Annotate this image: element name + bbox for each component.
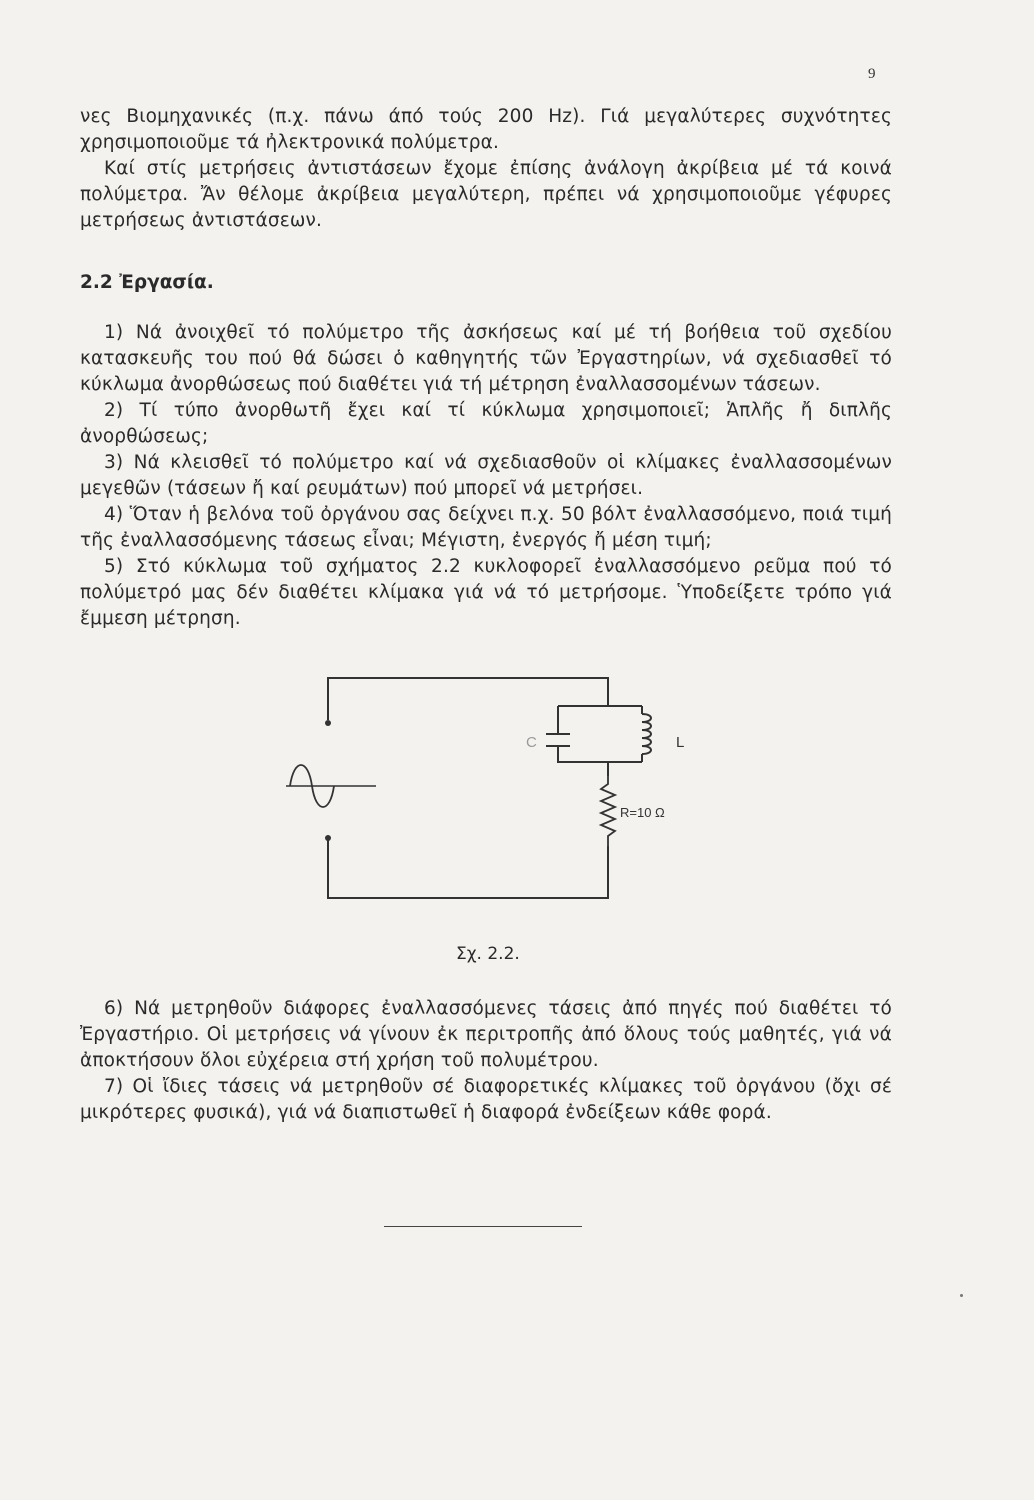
task-item: 3) Νά κλεισθεῖ τό πολύμετρο καί νά σχεδιασθοῦν οἱ κλίμακες ἐναλλασσομένων μεγεθῶν (τάσεων ἤ καί ρευμάτων) πού μπορεῖ νά μετρήσει. — [80, 452, 892, 499]
circuit-diagram — [270, 668, 690, 908]
circuit-wire-top — [328, 678, 608, 720]
intro-paragraph: Καί στίς μετρήσεις ἀντιστάσεων ἔχομε ἐπίσης ἀνάλογη ἀκρίβεια μέ τά κοινά πολύμετρα. Ἄν θέλομε ἀκρίβεια μεγαλύτερη, πρέπει νά χρησιμοποιοῦμε γέφυρες μετρήσεως ἀντιστάσεων. — [80, 158, 892, 231]
lc-tank-frame — [558, 706, 642, 776]
terminal-top — [325, 720, 331, 726]
inductor-label: L — [676, 734, 685, 751]
figure-caption: Σχ. 2.2. — [456, 944, 520, 964]
footer-rule — [384, 1226, 582, 1227]
paper-speck — [960, 1294, 963, 1297]
resistor-zigzag — [601, 776, 615, 846]
section-heading: 2.2 Ἐργασία. — [80, 272, 214, 293]
task-item: 7) Οἱ ἴδιες τάσεις νά μετρηθοῦν σέ διαφορετικές κλίμακες τοῦ ὀργάνου (ὄχι σέ μικρότερες φυσικά), γιά νά διαπιστωθεῖ ἡ διαφορά ἐνδείξεων κάθε φορά. — [80, 1076, 892, 1123]
intro-text — [80, 104, 892, 234]
task-item: 6) Νά μετρηθοῦν διάφορες ἐναλλασσόμενες τάσεις ἀπό πηγές πού διαθέτει τό Ἐργαστήριο. Οἱ μετρήσεις νά γίνουν ἐκ περιτροπῆς ἀπό ὅλους τούς μαθητές, γιά νά ἀποκτήσουν ὅλοι εὐχέρεια στή χρήση τοῦ πολυμέτρου. — [80, 998, 892, 1071]
task-item: 2) Τί τύπο ἀνορθωτῆ ἔχει καί τί κύκλωμα χρησιμοποιεῖ; Ἁπλῆς ἤ διπλῆς ἀνορθώσεως; — [80, 400, 892, 447]
task-item: 4) Ὅταν ἡ βελόνα τοῦ ὀργάνου σας δείχνει π.χ. 50 βόλτ ἐναλλασσόμενο, ποιά τιμή τῆς ἐναλλασσόμενης τάσεως εἶναι; Μέγιστη, ἐνεργός ἤ μέση τιμή; — [80, 504, 892, 551]
task-list-continued — [80, 996, 892, 1126]
page-number: 9 — [868, 66, 876, 82]
task-list — [80, 320, 892, 632]
resistor-label: R=10 Ω — [620, 805, 665, 820]
inductor-coil — [642, 714, 651, 754]
task-item: 1) Νά ἀνοιχθεῖ τό πολύμετρο τῆς ἀσκήσεως καί μέ τή βοήθεια τοῦ σχεδίου κατασκευῆς του πού θά δώσει ὁ καθηγητής τῶν Ἐργαστηρίων, νά σχεδιασθεῖ τό κύκλωμα ἀνορθώσεως πού διαθέτει γιά τή μέτρηση ἐναλλασσομένων τάσεων. — [80, 322, 892, 395]
terminal-bottom — [325, 835, 331, 841]
circuit-wire-bottom — [328, 840, 608, 898]
task-item: 5) Στό κύκλωμα τοῦ σχήματος 2.2 κυκλοφορεῖ ἐναλλασσόμενο ρεῦμα πού τό πολύμετρό μας δέν διαθέτει κλίμακα γιά νά τό μετρήσομε. Ὑποδείξετε τρόπο γιά ἔμμεση μέτρηση. — [80, 556, 892, 629]
capacitor-label: C — [526, 734, 537, 751]
intro-paragraph: νες Βιομηχανικές (π.χ. πάνω άπό τούς 200 Hz). Γιά μεγαλύτερες συχνότητες χρησιμοποιοῦμε τά ἠλεκτρονικά πολύμετρα. — [80, 106, 892, 153]
